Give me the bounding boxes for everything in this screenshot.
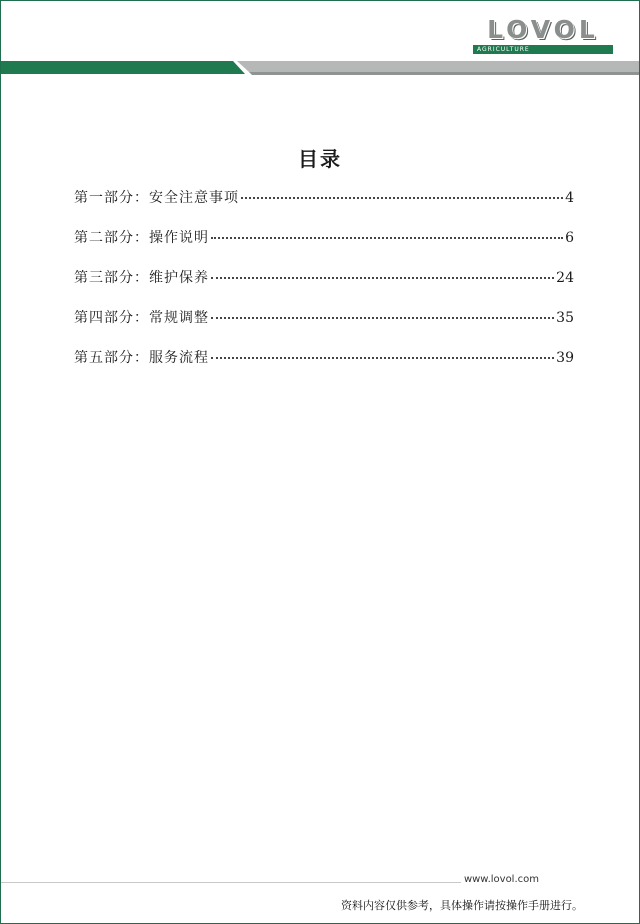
toc-entry-label: 第五部分：服务流程 <box>74 350 209 366</box>
toc-dot-leader <box>241 197 563 199</box>
toc-dot-leader <box>211 277 554 279</box>
footer-website-link[interactable]: www.lovol.com <box>463 874 539 885</box>
toc-dot-leader <box>211 357 554 359</box>
header-green-stripe <box>1 61 245 74</box>
toc-entry[interactable] <box>74 267 574 307</box>
toc-entry-label: 第四部分：常规调整 <box>74 310 209 326</box>
toc-entry[interactable] <box>74 307 574 347</box>
toc-title: 目录 <box>298 147 342 171</box>
toc-entry-label: 第三部分：维护保养 <box>74 270 209 286</box>
toc-dot-leader <box>211 237 563 239</box>
toc-entry[interactable] <box>74 347 574 387</box>
toc-entry-page: 6 <box>565 230 574 246</box>
toc-entry-page: 39 <box>556 350 574 366</box>
toc-entry[interactable] <box>74 227 574 267</box>
lovol-logo <box>469 17 617 57</box>
footer-divider <box>1 882 461 883</box>
footer-disclaimer: 资料内容仅供参考，具体操作请按操作手册进行。 <box>341 899 583 912</box>
toc-list <box>74 187 574 387</box>
toc-entry-page: 35 <box>556 310 574 326</box>
header-gray-stripe <box>237 61 639 72</box>
toc-entry-label: 第一部分：安全注意事项 <box>74 190 239 206</box>
toc-dot-leader <box>211 317 554 319</box>
logo-wordmark: LOVOL <box>487 15 599 44</box>
toc-entry-page: 24 <box>556 270 574 286</box>
header-gray-stripe-shadow <box>249 72 639 75</box>
toc-entry-page: 4 <box>565 190 574 206</box>
toc-entry-label: 第二部分：操作说明 <box>74 230 209 246</box>
logo-subtitle: AGRICULTURE <box>473 45 613 54</box>
toc-entry[interactable] <box>74 187 574 227</box>
